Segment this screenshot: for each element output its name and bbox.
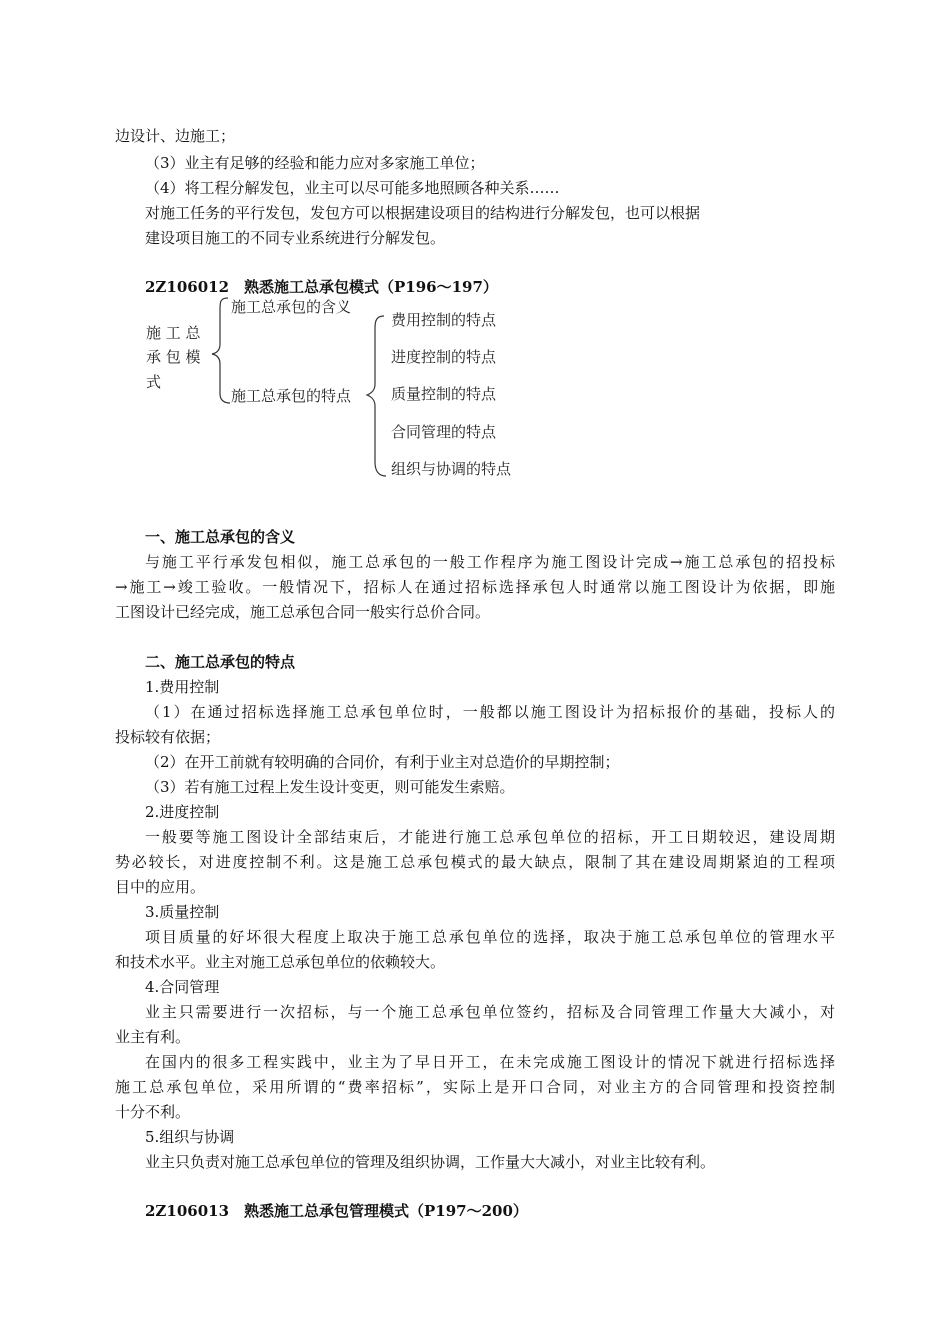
diagram-root-label: 式 xyxy=(146,373,162,391)
intro-line: 对施工任务的平行发包，发包方可以根据建设项目的结构进行分解发包，也可以根据 xyxy=(145,204,701,222)
diagram-leaf: 质量控制的特点 xyxy=(391,385,497,403)
intro-line: （3）业主有足够的经验和能力应对多家施工单位； xyxy=(145,154,485,172)
brace-left xyxy=(212,298,230,403)
intro-line: 建设项目施工的不同专业系统进行分解发包。 xyxy=(145,229,446,247)
paragraph-line: 与施工平行承发包相似，施工总承包的一般工作程序为施工图设计完成→施工总承包的招投标 xyxy=(145,553,835,571)
paragraph-line: 目中的应用。 xyxy=(115,878,206,896)
paragraph-line: 和技术水平。业主对施工总承包单位的依赖较大。 xyxy=(115,953,446,971)
paragraph-line: 十分不利。 xyxy=(115,1103,191,1121)
paragraph-line: 势必较长，对进度控制不利。这是施工总承包模式的最大缺点，限制了其在建设周期紧迫的工程项 xyxy=(115,853,835,871)
section-heading: 2Z106013 熟悉施工总承包管理模式（P197～200） xyxy=(145,1202,528,1220)
diagram-branch: 施工总承包的特点 xyxy=(231,387,352,405)
paragraph-line: 业主有利。 xyxy=(115,1028,191,1046)
subheading: 5.组织与协调 xyxy=(145,1128,235,1146)
part-title: 一、施工总承包的含义 xyxy=(145,528,296,546)
diagram-root-label: 承 包 模 xyxy=(146,348,201,366)
intro-line: （4）将工程分解发包，业主可以尽可能多地照顾各种关系…… xyxy=(145,179,560,197)
subheading: 1.费用控制 xyxy=(145,678,220,696)
diagram-leaf: 合同管理的特点 xyxy=(391,423,497,441)
diagram-root-label: 施 工 总 xyxy=(146,324,201,342)
diagram-branch: 施工总承包的含义 xyxy=(231,298,352,316)
paragraph-line: 项目质量的好坏很大程度上取决于施工总承包单位的选择，取决于施工总承包单位的管理水平 xyxy=(145,928,835,946)
paragraph-line: 业主只需要进行一次招标，与一个施工总承包单位签约，招标及合同管理工作量大大减小，对 xyxy=(145,1003,835,1021)
paragraph-line: 业主只负责对施工总承包单位的管理及组织协调，工作量大大减小，对业主比较有利。 xyxy=(145,1153,716,1171)
paragraph-line: （2）在开工前就有较明确的合同价，有利于业主对总造价的早期控制； xyxy=(145,753,620,771)
paragraph-line: 一般要等施工图设计全部结束后，才能进行施工总承包单位的招标，开工日期较迟，建设周期 xyxy=(145,828,835,846)
diagram-leaf: 组织与协调的特点 xyxy=(391,460,512,478)
paragraph-line: （3）若有施工过程上发生设计变更，则可能发生索赔。 xyxy=(145,778,515,796)
paragraph-line: （1）在通过招标选择施工总承包单位时，一般都以施工图设计为招标报价的基础，投标人的 xyxy=(145,703,835,721)
diagram-leaf: 费用控制的特点 xyxy=(391,311,497,329)
paragraph-line: 工图设计已经完成，施工总承包合同一般实行总价合同。 xyxy=(115,603,491,621)
subheading: 2.进度控制 xyxy=(145,803,220,821)
intro-line: 边设计、边施工； xyxy=(115,127,236,145)
part-title: 二、施工总承包的特点 xyxy=(145,653,296,671)
diagram-leaf: 进度控制的特点 xyxy=(391,348,497,366)
paragraph-line: →施工→竣工验收。一般情况下，招标人在通过招标选择承包人时通常以施工图设计为依据，即施 xyxy=(115,578,835,596)
paragraph-line: 施工总承包单位，采用所谓的“费率招标”，实际上是开口合同，对业主方的合同管理和投资控制 xyxy=(115,1078,835,1096)
subheading: 4.合同管理 xyxy=(145,978,220,996)
subheading: 3.质量控制 xyxy=(145,903,220,921)
section-heading: 2Z106012 熟悉施工总承包模式（P196～197） xyxy=(145,278,498,296)
brace-right xyxy=(367,316,386,476)
paragraph-line: 在国内的很多工程实践中，业主为了早日开工，在未完成施工图设计的情况下就进行招标选择 xyxy=(145,1053,835,1071)
paragraph-line: 投标较有依据； xyxy=(115,728,221,746)
